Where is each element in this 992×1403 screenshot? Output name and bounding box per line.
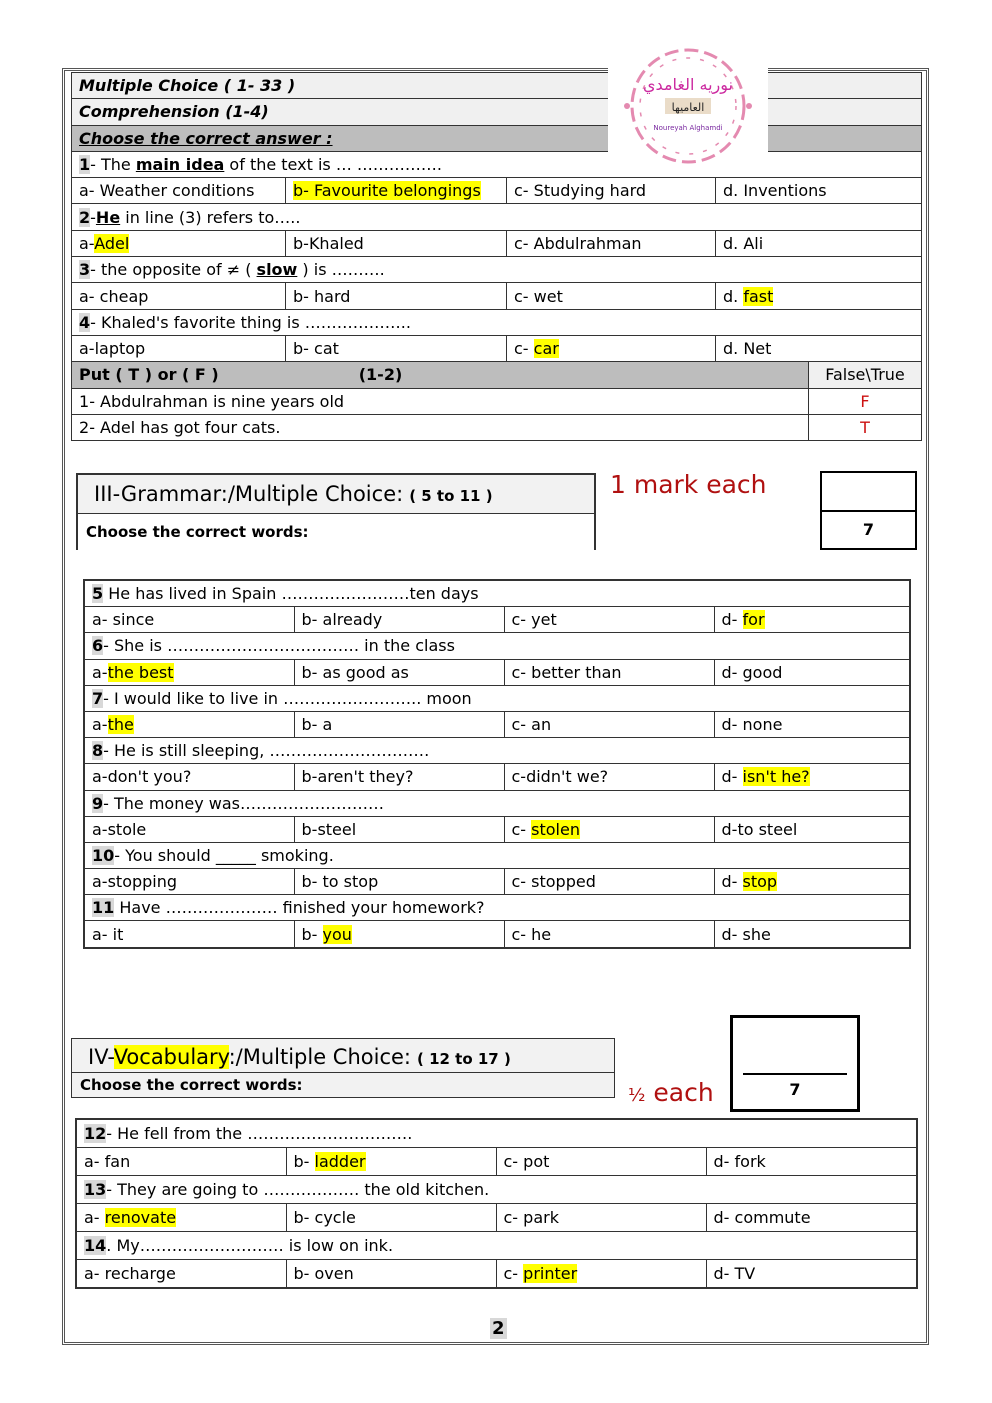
- svg-text:العاميها: العاميها: [671, 101, 705, 114]
- grammar-option-7d[interactable]: d- none: [714, 711, 910, 737]
- grammar-question-11: 11 Have ………………… finished your homework?: [84, 895, 910, 921]
- grammar-question-8: 8- He is still sleeping, …………………………: [84, 738, 910, 764]
- vocabulary-question-14: 14. My……………………… is low on ink.: [76, 1232, 917, 1260]
- vocabulary-option-14c[interactable]: c- printer: [496, 1260, 706, 1289]
- tf-statement-1: 1- Abdulrahman is nine years old: [72, 388, 809, 414]
- grammar-option-9a[interactable]: a-stole: [84, 816, 294, 842]
- vocabulary-option-14a[interactable]: a- recharge: [76, 1260, 286, 1289]
- grammar-option-5b[interactable]: b- already: [294, 607, 504, 633]
- option-4b[interactable]: b- cat: [286, 335, 507, 361]
- vocabulary-option-14b[interactable]: b- oven: [286, 1260, 496, 1289]
- question-2: 2-He in line (3) refers to…..: [72, 204, 922, 230]
- option-4c[interactable]: c- car: [507, 335, 716, 361]
- option-4d[interactable]: d. Net: [716, 335, 922, 361]
- option-2a[interactable]: a-Adel: [72, 230, 286, 256]
- grammar-title: III-Grammar:/Multiple Choice: ( 5 to 11 ): [78, 475, 594, 514]
- grammar-option-8c[interactable]: c-didn't we?: [504, 764, 714, 790]
- option-2d[interactable]: d. Ali: [716, 230, 922, 256]
- grammar-option-7c[interactable]: c- an: [504, 711, 714, 737]
- grammar-option-5c[interactable]: c- yet: [504, 607, 714, 633]
- vocabulary-question-12: 12- He fell from the ………………………….: [76, 1119, 917, 1148]
- instruction: Choose the correct answer :: [72, 125, 922, 151]
- grammar-question-5: 5 He has lived in Spain ……………………ten days: [84, 580, 910, 607]
- option-1b[interactable]: b- Favourite belongings: [286, 178, 507, 204]
- vocabulary-table: [75, 1118, 918, 1289]
- grammar-option-8d[interactable]: d- isn't he?: [714, 764, 910, 790]
- page-number: 2: [492, 1318, 505, 1339]
- vocabulary-instruction: Choose the correct words:: [80, 1076, 303, 1094]
- grammar-section-header: [76, 473, 596, 550]
- grammar-option-10b[interactable]: b- to stop: [294, 869, 504, 895]
- grammar-option-11d[interactable]: d- she: [714, 921, 910, 948]
- option-3b[interactable]: b- hard: [286, 283, 507, 309]
- option-4a[interactable]: a-laptop: [72, 335, 286, 361]
- section-title: Comprehension (1-4): [72, 99, 922, 125]
- grammar-instruction: Choose the correct words:: [78, 514, 594, 550]
- grammar-question-7: 7- I would like to live in …………………….. moon: [84, 685, 910, 711]
- vocabulary-option-12a[interactable]: a- fan: [76, 1148, 286, 1176]
- true-false-heading: Put ( T ) or ( F ) (1-2): [72, 362, 809, 388]
- grammar-score-input[interactable]: [822, 473, 915, 512]
- grammar-option-10c[interactable]: c- stopped: [504, 869, 714, 895]
- grammar-mark-note: 1 mark each: [610, 470, 767, 499]
- grammar-option-10d[interactable]: d- stop: [714, 869, 910, 895]
- vocabulary-option-12b[interactable]: b- ladder: [286, 1148, 496, 1176]
- option-2c[interactable]: c- Abdulrahman: [507, 230, 716, 256]
- grammar-option-7b[interactable]: b- a: [294, 711, 504, 737]
- option-3a[interactable]: a- cheap: [72, 283, 286, 309]
- grammar-option-6a[interactable]: a-the best: [84, 659, 294, 685]
- option-1a[interactable]: a- Weather conditions: [72, 178, 286, 204]
- vocabulary-score-input[interactable]: [743, 1018, 847, 1075]
- wreath-icon: [613, 38, 763, 174]
- grammar-option-11b[interactable]: b- you: [294, 921, 504, 948]
- vocabulary-option-14d[interactable]: d- TV: [706, 1260, 917, 1289]
- grammar-score-total: 7: [862, 520, 875, 539]
- question-4: 4- Khaled's favorite thing is ………………..: [72, 309, 922, 335]
- grammar-table: [83, 579, 911, 949]
- teacher-stamp-logo: [608, 38, 768, 174]
- grammar-option-6b[interactable]: b- as good as: [294, 659, 504, 685]
- vocabulary-option-13d[interactable]: d- commute: [706, 1204, 917, 1232]
- vocabulary-option-13c[interactable]: c- park: [496, 1204, 706, 1232]
- grammar-option-10a[interactable]: a-stopping: [84, 869, 294, 895]
- option-3c[interactable]: c- wet: [507, 283, 716, 309]
- vocabulary-score-box: [730, 1015, 860, 1112]
- grammar-option-11c[interactable]: c- he: [504, 921, 714, 948]
- svg-text:Noureyah Alghamdi: Noureyah Alghamdi: [653, 124, 723, 132]
- grammar-option-8b[interactable]: b-aren't they?: [294, 764, 504, 790]
- main-title: Multiple Choice ( 1- 33 ): [72, 73, 922, 99]
- vocabulary-title: IV-Vocabulary:/Multiple Choice: ( 12 to 17 ): [72, 1039, 614, 1073]
- option-2b[interactable]: b-Khaled: [286, 230, 507, 256]
- tf-answer-2[interactable]: T: [809, 414, 922, 440]
- option-3d[interactable]: d. fast: [716, 283, 922, 309]
- svg-text:نوريه الغامدي: نوريه الغامدي: [643, 75, 733, 94]
- vocabulary-option-12d[interactable]: d- fork: [706, 1148, 917, 1176]
- question-1: 1- The main idea of the text is … …………….: [72, 151, 922, 177]
- vocabulary-option-13a[interactable]: a- renovate: [76, 1204, 286, 1232]
- grammar-option-11a[interactable]: a- it: [84, 921, 294, 948]
- grammar-option-7a[interactable]: a-the: [84, 711, 294, 737]
- tf-statement-2: 2- Adel has got four cats.: [72, 414, 809, 440]
- grammar-score-box: [820, 471, 917, 550]
- grammar-option-9b[interactable]: b-steel: [294, 816, 504, 842]
- vocabulary-section-header: [71, 1038, 615, 1098]
- grammar-question-9: 9- The money was………………………: [84, 790, 910, 816]
- grammar-option-9c[interactable]: c- stolen: [504, 816, 714, 842]
- option-1d[interactable]: d. Inventions: [716, 178, 922, 204]
- vocabulary-option-13b[interactable]: b- cycle: [286, 1204, 496, 1232]
- grammar-option-5a[interactable]: a- since: [84, 607, 294, 633]
- comprehension-table: [71, 72, 922, 441]
- grammar-option-6d[interactable]: d- good: [714, 659, 910, 685]
- vocabulary-option-12c[interactable]: c- pot: [496, 1148, 706, 1176]
- grammar-option-9d[interactable]: d-to steel: [714, 816, 910, 842]
- grammar-option-8a[interactable]: a-don't you?: [84, 764, 294, 790]
- grammar-option-6c[interactable]: c- better than: [504, 659, 714, 685]
- grammar-question-6: 6- She is ……………………………… in the class: [84, 633, 910, 659]
- vocabulary-question-13: 13- They are going to ……………… the old kitchen.: [76, 1176, 917, 1204]
- vocabulary-score-total: 7: [789, 1080, 801, 1099]
- true-false-column-label: False\True: [809, 362, 922, 388]
- vocabulary-mark-note: ½ each: [628, 1078, 714, 1107]
- tf-answer-1[interactable]: F: [809, 388, 922, 414]
- grammar-question-10: 10- You should _____ smoking.: [84, 842, 910, 868]
- option-1c[interactable]: c- Studying hard: [507, 178, 716, 204]
- question-3: 3- the opposite of ≠ ( slow ) is ……….: [72, 257, 922, 283]
- grammar-option-5d[interactable]: d- for: [714, 607, 910, 633]
